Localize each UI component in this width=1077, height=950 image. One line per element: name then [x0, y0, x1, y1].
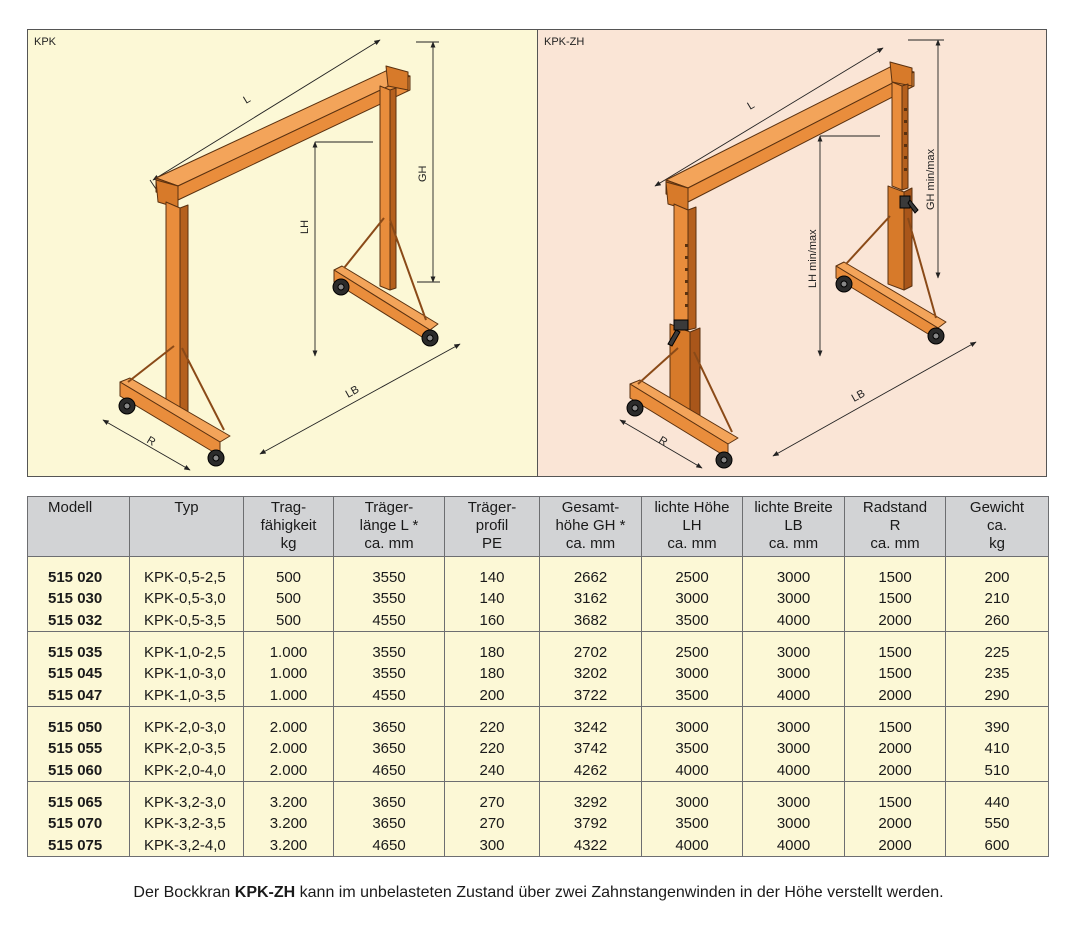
table-row [28, 813, 1049, 835]
cell-traegerlaenge: 3550 [334, 567, 445, 589]
cell-lichte-hoehe: 3500 [642, 685, 743, 707]
cell-gewicht: 410 [946, 738, 1049, 760]
kpk-zh-gantry-crane-drawing [538, 30, 1047, 477]
table-row [28, 588, 1049, 610]
cell-radstand: 1500 [845, 792, 946, 814]
cell-gewicht: 390 [946, 717, 1049, 739]
cell-typ: KPK-3,2-3,5 [130, 813, 244, 835]
cell-lichte-breite: 3000 [743, 738, 845, 760]
table-row [28, 610, 1049, 632]
cell-lichte-breite: 3000 [743, 717, 845, 739]
cell-gesamthoehe: 3682 [540, 610, 642, 632]
cell-lichte-hoehe: 3500 [642, 738, 743, 760]
cell-typ: KPK-0,5-3,5 [130, 610, 244, 632]
specification-table [27, 496, 1049, 857]
kpk-crane-frame [120, 66, 438, 456]
dim-label-LH-minmax: LH min/max [807, 229, 819, 288]
cell-traegerlaenge: 3650 [334, 717, 445, 739]
cell-traegerprofil: 140 [445, 588, 540, 610]
cell-traegerprofil: 220 [445, 738, 540, 760]
cell-radstand: 2000 [845, 610, 946, 632]
cell-tragfaehigkeit: 3.200 [244, 792, 334, 814]
table-row [28, 567, 1049, 589]
cell-tragfaehigkeit: 1.000 [244, 663, 334, 685]
cell-tragfaehigkeit: 500 [244, 610, 334, 632]
cell-modell: 515 065 [28, 792, 130, 814]
dim-label-LH: LH [299, 219, 311, 234]
cell-tragfaehigkeit: 2.000 [244, 738, 334, 760]
cell-radstand: 2000 [845, 835, 946, 857]
cell-lichte-hoehe: 3000 [642, 588, 743, 610]
table-row [28, 685, 1049, 707]
cell-gewicht: 600 [946, 835, 1049, 857]
cell-traegerlaenge: 3550 [334, 663, 445, 685]
cell-typ: KPK-3,2-3,0 [130, 792, 244, 814]
cell-gesamthoehe: 4322 [540, 835, 642, 857]
cell-tragfaehigkeit: 3.200 [244, 813, 334, 835]
cell-modell: 515 070 [28, 813, 130, 835]
table-row [28, 760, 1049, 782]
cell-traegerprofil: 180 [445, 663, 540, 685]
cell-lichte-hoehe: 3000 [642, 717, 743, 739]
cell-gesamthoehe: 2702 [540, 642, 642, 664]
column-header-modell: Modell [28, 497, 130, 557]
cell-typ: KPK-0,5-2,5 [130, 567, 244, 589]
cell-traegerprofil: 160 [445, 610, 540, 632]
kpk-gantry-crane-drawing [28, 30, 538, 477]
column-header-radstand: Radstand R ca. mm [845, 497, 946, 557]
cell-lichte-breite: 4000 [743, 835, 845, 857]
cell-traegerprofil: 200 [445, 685, 540, 707]
table-spacer-row [28, 707, 1049, 717]
table-spacer-row [28, 632, 1049, 642]
cell-typ: KPK-2,0-3,5 [130, 738, 244, 760]
column-header-tragfaehigkeit: Trag- fähigkeit kg [244, 497, 334, 557]
cell-typ: KPK-0,5-3,0 [130, 588, 244, 610]
cell-lichte-breite: 3000 [743, 642, 845, 664]
cell-lichte-breite: 3000 [743, 813, 845, 835]
cell-gewicht: 260 [946, 610, 1049, 632]
cell-traegerlaenge: 4550 [334, 685, 445, 707]
cell-tragfaehigkeit: 3.200 [244, 835, 334, 857]
cell-traegerprofil: 270 [445, 792, 540, 814]
cell-lichte-breite: 3000 [743, 588, 845, 610]
panel-label-kpk-zh: KPK-ZH [544, 36, 585, 48]
cell-traegerlaenge: 4650 [334, 835, 445, 857]
table-row [28, 663, 1049, 685]
table-body [28, 557, 1049, 857]
table-spacer-row [28, 782, 1049, 792]
table-spacer-row [28, 557, 1049, 567]
cell-lichte-breite: 4000 [743, 610, 845, 632]
dim-label-LB: LB [849, 387, 868, 405]
cell-lichte-hoehe: 3500 [642, 610, 743, 632]
dim-label-R: R [144, 434, 158, 449]
table-spacer-row [28, 856, 1049, 857]
cell-lichte-hoehe: 2500 [642, 642, 743, 664]
cell-traegerprofil: 140 [445, 567, 540, 589]
cell-modell: 515 055 [28, 738, 130, 760]
kpk-illustration-panel [27, 29, 538, 477]
cell-traegerprofil: 240 [445, 760, 540, 782]
cell-gewicht: 290 [946, 685, 1049, 707]
cell-gesamthoehe: 3792 [540, 813, 642, 835]
column-header-lichte-hoehe: lichte Höhe LH ca. mm [642, 497, 743, 557]
table-header-row [28, 497, 1049, 557]
cell-lichte-hoehe: 4000 [642, 760, 743, 782]
dim-label-L: L [745, 99, 757, 113]
cell-gesamthoehe: 3242 [540, 717, 642, 739]
cell-lichte-hoehe: 3500 [642, 813, 743, 835]
cell-radstand: 2000 [845, 760, 946, 782]
cell-traegerlaenge: 3550 [334, 588, 445, 610]
footnote-suffix: kann im unbelasteten Zustand über zwei Zahnstangenwinden in der Höhe verstellt werden. [295, 884, 944, 901]
cell-lichte-hoehe: 3000 [642, 663, 743, 685]
column-header-traegerprofil: Träger- profil PE [445, 497, 540, 557]
cell-gesamthoehe: 2662 [540, 567, 642, 589]
footnote [0, 884, 1077, 902]
kpk-zh-illustration-panel [537, 29, 1047, 477]
dim-label-LB: LB [343, 383, 362, 401]
dim-label-GH-minmax: GH min/max [925, 148, 937, 210]
cell-modell: 515 030 [28, 588, 130, 610]
cell-radstand: 1500 [845, 663, 946, 685]
cell-lichte-breite: 4000 [743, 760, 845, 782]
cell-gewicht: 550 [946, 813, 1049, 835]
column-header-traegerlaenge: Träger- länge L * ca. mm [334, 497, 445, 557]
panel-label-kpk: KPK [34, 36, 57, 48]
cell-typ: KPK-3,2-4,0 [130, 835, 244, 857]
cell-traegerlaenge: 3650 [334, 738, 445, 760]
cell-gewicht: 210 [946, 588, 1049, 610]
cell-radstand: 2000 [845, 685, 946, 707]
table-row [28, 642, 1049, 664]
cell-modell: 515 032 [28, 610, 130, 632]
cell-radstand: 1500 [845, 588, 946, 610]
column-header-typ: Typ [130, 497, 244, 557]
cell-tragfaehigkeit: 2.000 [244, 760, 334, 782]
dim-label-R: R [656, 434, 670, 449]
cell-radstand: 2000 [845, 738, 946, 760]
cell-traegerlaenge: 4550 [334, 610, 445, 632]
cell-typ: KPK-1,0-3,0 [130, 663, 244, 685]
cell-traegerlaenge: 3550 [334, 642, 445, 664]
cell-traegerprofil: 180 [445, 642, 540, 664]
cell-radstand: 1500 [845, 717, 946, 739]
cell-traegerprofil: 270 [445, 813, 540, 835]
cell-lichte-breite: 3000 [743, 792, 845, 814]
kpk-zh-crane-frame [630, 62, 946, 458]
footnote-prefix: Der Bockkran [133, 884, 235, 901]
dim-label-GH: GH [417, 165, 429, 182]
cell-gewicht: 510 [946, 760, 1049, 782]
cell-lichte-breite: 3000 [743, 663, 845, 685]
cell-typ: KPK-1,0-2,5 [130, 642, 244, 664]
cell-modell: 515 035 [28, 642, 130, 664]
rack-winch-icons [668, 196, 918, 346]
table-row [28, 835, 1049, 857]
cell-modell: 515 060 [28, 760, 130, 782]
cell-typ: KPK-2,0-3,0 [130, 717, 244, 739]
cell-gesamthoehe: 3742 [540, 738, 642, 760]
cell-radstand: 1500 [845, 642, 946, 664]
cell-tragfaehigkeit: 500 [244, 567, 334, 589]
table-row [28, 717, 1049, 739]
cell-radstand: 2000 [845, 813, 946, 835]
cell-gewicht: 235 [946, 663, 1049, 685]
cell-lichte-hoehe: 3000 [642, 792, 743, 814]
column-header-gesamthoehe: Gesamt- höhe GH * ca. mm [540, 497, 642, 557]
cell-gesamthoehe: 3202 [540, 663, 642, 685]
dim-label-L: L [241, 93, 253, 107]
cell-traegerprofil: 300 [445, 835, 540, 857]
cell-traegerlaenge: 3650 [334, 813, 445, 835]
cell-gesamthoehe: 3162 [540, 588, 642, 610]
column-header-lichte-breite: lichte Breite LB ca. mm [743, 497, 845, 557]
cell-typ: KPK-1,0-3,5 [130, 685, 244, 707]
table-row [28, 738, 1049, 760]
cell-traegerlaenge: 4650 [334, 760, 445, 782]
cell-modell: 515 050 [28, 717, 130, 739]
cell-modell: 515 020 [28, 567, 130, 589]
cell-modell: 515 047 [28, 685, 130, 707]
cell-typ: KPK-2,0-4,0 [130, 760, 244, 782]
cell-radstand: 1500 [845, 567, 946, 589]
cell-modell: 515 045 [28, 663, 130, 685]
cell-modell: 515 075 [28, 835, 130, 857]
cell-gewicht: 440 [946, 792, 1049, 814]
cell-lichte-breite: 3000 [743, 567, 845, 589]
cell-lichte-hoehe: 4000 [642, 835, 743, 857]
cell-gesamthoehe: 3722 [540, 685, 642, 707]
cell-gesamthoehe: 4262 [540, 760, 642, 782]
column-header-gewicht: Gewicht ca. kg [946, 497, 1049, 557]
cell-tragfaehigkeit: 1.000 [244, 685, 334, 707]
cell-traegerlaenge: 3650 [334, 792, 445, 814]
cell-gewicht: 200 [946, 567, 1049, 589]
table-row [28, 792, 1049, 814]
footnote-model-name: KPK-ZH [234, 884, 296, 901]
cell-gesamthoehe: 3292 [540, 792, 642, 814]
cell-lichte-hoehe: 2500 [642, 567, 743, 589]
cell-lichte-breite: 4000 [743, 685, 845, 707]
cell-traegerprofil: 220 [445, 717, 540, 739]
cell-tragfaehigkeit: 1.000 [244, 642, 334, 664]
cell-gewicht: 225 [946, 642, 1049, 664]
cell-tragfaehigkeit: 500 [244, 588, 334, 610]
cell-tragfaehigkeit: 2.000 [244, 717, 334, 739]
